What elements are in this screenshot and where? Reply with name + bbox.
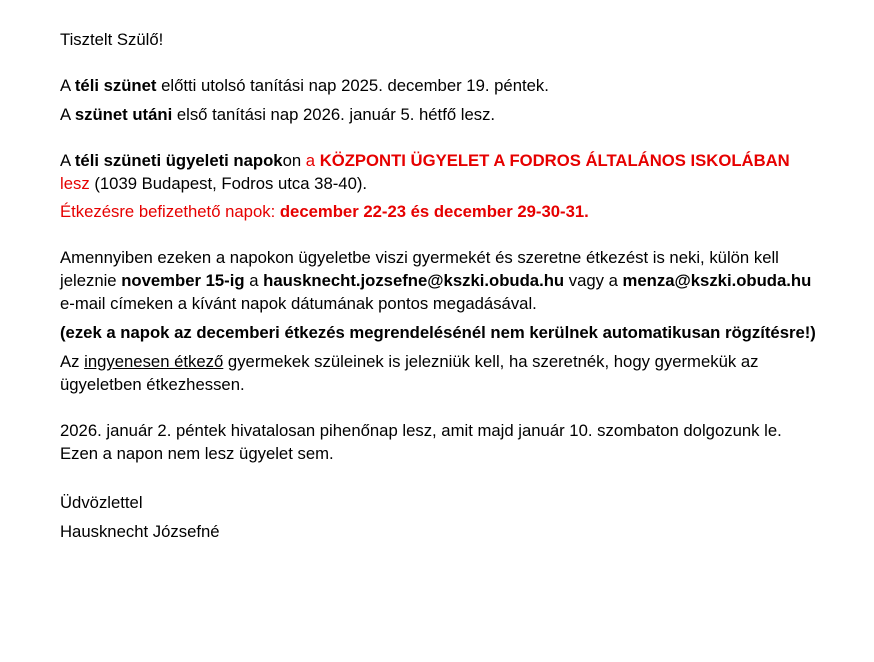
automatic-order-note: (ezek a napok az decemberi étkezés megrendelésénél nem kerülnek automatikusan rögzítésre!) xyxy=(60,323,816,342)
red-text-segment: a xyxy=(305,151,320,170)
text-segment: A xyxy=(60,105,75,124)
email-address-1: hausknecht.jozsefne@kszki.obuda.hu xyxy=(263,271,565,290)
deadline-text: november 15-ig xyxy=(121,271,245,290)
red-text-segment: lesz xyxy=(60,174,90,193)
meal-request-paragraph xyxy=(60,246,820,315)
closing: Üdvözlettel xyxy=(60,493,143,512)
red-bold-text-segment: december 22-23 és december 29-30-31. xyxy=(279,202,589,221)
text-segment: Az xyxy=(60,352,85,371)
free-meal-paragraph xyxy=(60,350,820,396)
text-segment: on xyxy=(282,151,306,170)
last-school-day-paragraph xyxy=(60,74,820,97)
letter-body xyxy=(60,28,820,543)
text-segment: Amennyiben ezeken a napokon ügyeletbe viszi gyermekét és szeretne étkezést is neki, külön kell jeleznie xyxy=(60,248,779,290)
text-segment: A xyxy=(60,76,75,95)
email-address-2: menza@kszki.obuda.hu xyxy=(622,271,812,290)
signature: Hausknecht Józsefné xyxy=(60,522,220,541)
bold-text-segment: szünet utáni xyxy=(74,105,173,124)
bold-text-segment: téli szüneti ügyeleti napok xyxy=(74,151,283,170)
red-text-segment: Étkezésre befizethető napok: xyxy=(60,202,280,221)
underlined-text-segment: ingyenesen étkező xyxy=(84,352,224,371)
text-segment: a xyxy=(244,271,264,290)
first-school-day-paragraph xyxy=(60,103,820,126)
red-bold-text-segment: KÖZPONTI ÜGYELET A FODROS ÁLTALÁNOS ISKOLÁBAN xyxy=(319,151,790,170)
rest-day-paragraph: 2026. január 2. péntek hivatalosan pihenőnap lesz, amit majd január 10. szombaton dolgozunk le. Ezen a napon nem lesz ügyelet sem. xyxy=(60,421,782,463)
duty-days-paragraph xyxy=(60,149,820,195)
text-segment: vagy a xyxy=(564,271,623,290)
text-segment: A xyxy=(60,151,75,170)
address-text: (1039 Budapest, Fodros utca 38-40). xyxy=(89,174,368,193)
meal-payable-days-paragraph xyxy=(60,200,820,223)
text-segment: első tanítási nap 2026. január 5. hétfő lesz. xyxy=(172,105,496,124)
text-segment: e-mail címeken a kívánt napok dátumának pontos megadásával. xyxy=(60,294,537,313)
bold-text-segment: téli szünet xyxy=(74,76,157,95)
greeting: Tisztelt Szülő! xyxy=(60,30,164,49)
text-segment: előtti utolsó tanítási nap 2025. december 19. péntek. xyxy=(156,76,549,95)
text-segment: gyermekek szüleinek is jelezniük kell, ha szeretnék, hogy gyermekük az ügyeletben étkezhessen. xyxy=(60,352,759,394)
